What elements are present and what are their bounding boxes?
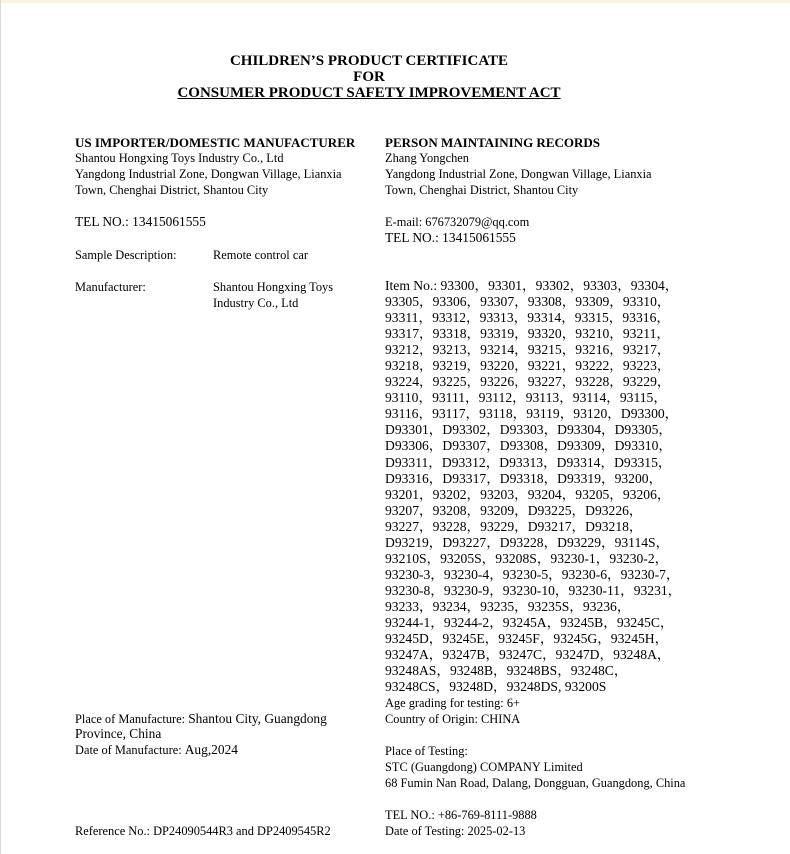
place-of-manufacture-value-line1: Shantou City, Guangdong [188,711,327,726]
importer-address-line2: Town, Chenghai District, Shantou City [75,183,269,197]
importer-tel-label: TEL NO.: [75,214,129,229]
item-number-line: 93110，93111，93112，93113，93114，93115， [385,390,667,406]
testing-lab-name: STC (Guangdong) COMPANY Limited [385,760,583,774]
item-number-line: 93218，93219，93220，93221，93222，93223， [385,358,671,374]
manufacturer-label: Manufacturer: [75,280,146,294]
item-number-line: D93316，D93317，D93318，D93319，93200， [385,470,663,486]
item-number-line: 93305，93306，93307，93308，93309，93310， [385,294,671,310]
item-number-line: 93227，93228，93229，D93217，D93218， [385,518,643,534]
top-border [0,0,790,3]
item-number-line: 93247A，93247B，93247C，93247D，93248A， [385,647,671,663]
sample-value: Remote control car [213,248,308,262]
item-number-line: 93201，93202，93203，93204，93205，93206， [385,486,671,502]
item-number-line: 93245D，93245E，93245F，93245G，93245H， [385,631,669,647]
records-tel-label: TEL NO.: [385,230,439,245]
records-tel-value: 13415061555 [442,230,516,245]
item-number-line: 93248AS，93248B，93248BS，93248C， [385,663,628,679]
left-border [0,0,1,854]
item-number-line: D93311，D93312，D93313，D93314，D93315， [385,454,672,470]
importer-tel [75,214,206,230]
testing-lab-address: 68 Fumin Nan Road, Dalang, Dongguan, Guangdong, China [385,776,686,790]
place-of-manufacture-value-line2: Province, China [75,726,162,741]
certificate-title-line3: CONSUMER PRODUCT SAFETY IMPROVEMENT ACT [177,85,561,101]
records-name: Zhang Yongchen [385,151,469,165]
item-number-line: 93233，93234，93235，93235S，93236， [385,598,631,614]
item-number-line: D93301，D93302，D93303，D93304，D93305， [385,422,672,438]
sample-label: Sample Description: [75,248,177,262]
item-number-list [385,278,681,695]
records-email: E-mail: 676732079@qq.com [385,215,530,229]
item-number-line: 93311，93312，93313，93314，93315，93316， [385,310,670,326]
item-number-line: 93248CS，93248D，93248DS, 93200S [385,679,607,695]
item-number-line: 93244-1，93244-2，93245A，93245B，93245C， [385,614,674,630]
importer-address-line1: Yangdong Industrial Zone, Dongwan Village, Lianxia [75,167,342,181]
date-of-manufacture [75,742,238,758]
importer-heading: US IMPORTER/DOMESTIC MANUFACTURER [75,135,356,150]
item-number-line: 93207，93208，93209，D93225，D93226， [385,502,643,518]
item-number-line: 93210S，93205S，93208S，93230-1，93230-2， [385,550,669,566]
manufacturer-value-line2: Industry Co., Ltd [213,296,299,310]
country-of-origin: Country of Origin: CHINA [385,712,521,726]
reference-number: Reference No.: DP24090544R3 and DP2409545R2 [75,824,331,838]
importer-tel-value: 13415061555 [132,214,206,229]
item-number-line: D93306，D93307，D93308，D93309，D93310， [385,438,672,454]
manufacturer-value-line1: Shantou Hongxing Toys [213,280,334,294]
records-tel [385,230,516,246]
date-of-manufacture-label: Date of Manufacture: [75,743,182,757]
age-grading: Age grading for testing: 6+ [385,696,520,710]
item-number-line: 93116，93117，93118，93119，93120，D93300， [385,406,679,422]
records-heading: PERSON MAINTAINING RECORDS [385,135,601,150]
certificate-title-line1: CHILDREN’S PRODUCT CERTIFICATE [229,53,509,69]
item-number-line: Item No.: 93300，93301，93302，93303，93304， [385,278,679,293]
certificate-title-line2: FOR [353,69,385,85]
item-number-line: 93317，93318，93319，93320，93210，93211， [385,326,670,342]
item-number-line: D93219，D93227，D93228，D93229，93114S， [385,534,670,550]
item-number-line: 93212，93213，93214，93215，93216，93217， [385,342,671,358]
testing-lab-tel: TEL NO.: +86-769-8111-9888 [385,808,537,822]
item-number-line: 93230-8，93230-9，93230-10，93230-11，93231， [385,582,682,598]
place-of-testing-label: Place of Testing: [385,744,468,758]
date-of-manufacture-value: Aug,2024 [184,742,238,757]
item-number-line: 93230-3，93230-4，93230-5，93230-6，93230-7， [385,566,680,582]
place-of-manufacture [75,711,327,727]
date-of-testing: Date of Testing: 2025-02-13 [385,824,526,838]
place-of-manufacture-label: Place of Manufacture: [75,712,186,726]
records-address-line2: Town, Chenghai District, Shantou City [385,183,579,197]
records-address-line1: Yangdong Industrial Zone, Dongwan Village, Lianxia [385,167,652,181]
item-number-line: 93224，93225，93226，93227，93228，93229， [385,374,671,390]
importer-name: Shantou Hongxing Toys Industry Co., Ltd [75,151,284,165]
